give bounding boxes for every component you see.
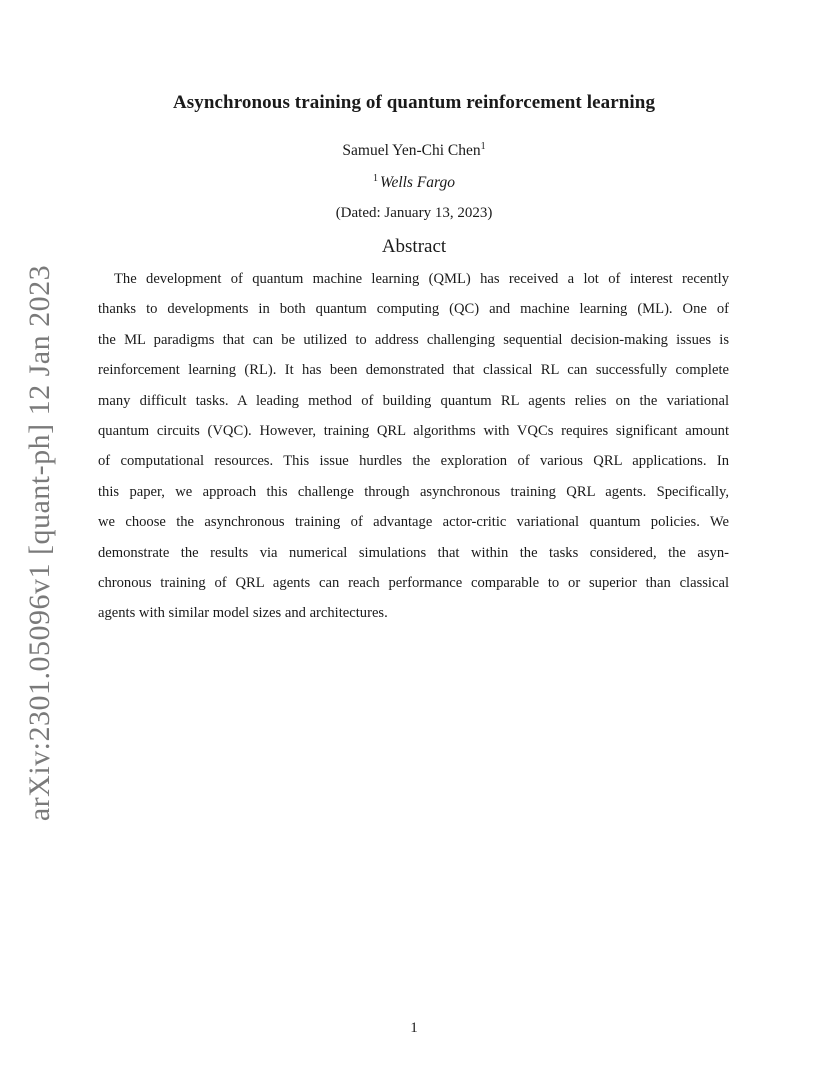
affiliation-mark: 1	[372, 173, 378, 184]
abstract-heading: Abstract	[381, 236, 447, 257]
abstract-line: The development of quantum machine learning (QML) has received a lot of interest recently	[114, 271, 729, 287]
abstract-line: quantum circuits (VQC). However, training QRL algorithms with VQCs requires significant amount	[98, 423, 729, 440]
abstract-line: of computational resources. This issue hurdles the exploration of various QRL applications. In	[98, 453, 729, 470]
abstract-line: agents with similar model sizes and architectures.	[98, 605, 388, 622]
affiliation-line	[0, 174, 828, 192]
abstract-line: demonstrate the results via numerical simulations that within the tasks considered, the asyn-	[98, 544, 729, 561]
abstract-line: thanks to developments in both quantum computing (QC) and machine learning (ML). One of	[98, 301, 729, 318]
author-line	[0, 142, 828, 160]
abstract-line: we choose the asynchronous training of advantage actor-critic variational quantum policies. We	[98, 514, 729, 531]
abstract-body	[98, 264, 729, 629]
dated-line: (Dated: January 13, 2023)	[335, 205, 493, 221]
paper-title: Asynchronous training of quantum reinforcement learning	[172, 92, 656, 113]
abstract-line: the ML paradigms that can be utilized to address challenging sequential decision-making issues is	[98, 331, 729, 348]
page-number: 1	[410, 1020, 418, 1036]
abstract-line: many difficult tasks. A leading method of building quantum RL agents relies on the variational	[98, 392, 729, 409]
author-name: Samuel Yen-Chi Chen	[342, 142, 481, 159]
author-affiliation-mark: 1	[480, 141, 486, 152]
abstract-line: chronous training of QRL agents can reach performance comparable to or superior than classical	[98, 575, 729, 592]
abstract-line: this paper, we approach this challenge through asynchronous training QRL agents. Specifically,	[98, 483, 729, 500]
arxiv-identifier-stamp: arXiv:2301.05096v1 [quant-ph] 12 Jan 2023	[23, 264, 56, 822]
affiliation-name: Wells Fargo	[379, 174, 456, 191]
abstract-line: reinforcement learning (RL). It has been demonstrated that classical RL can successfully complete	[98, 362, 729, 379]
